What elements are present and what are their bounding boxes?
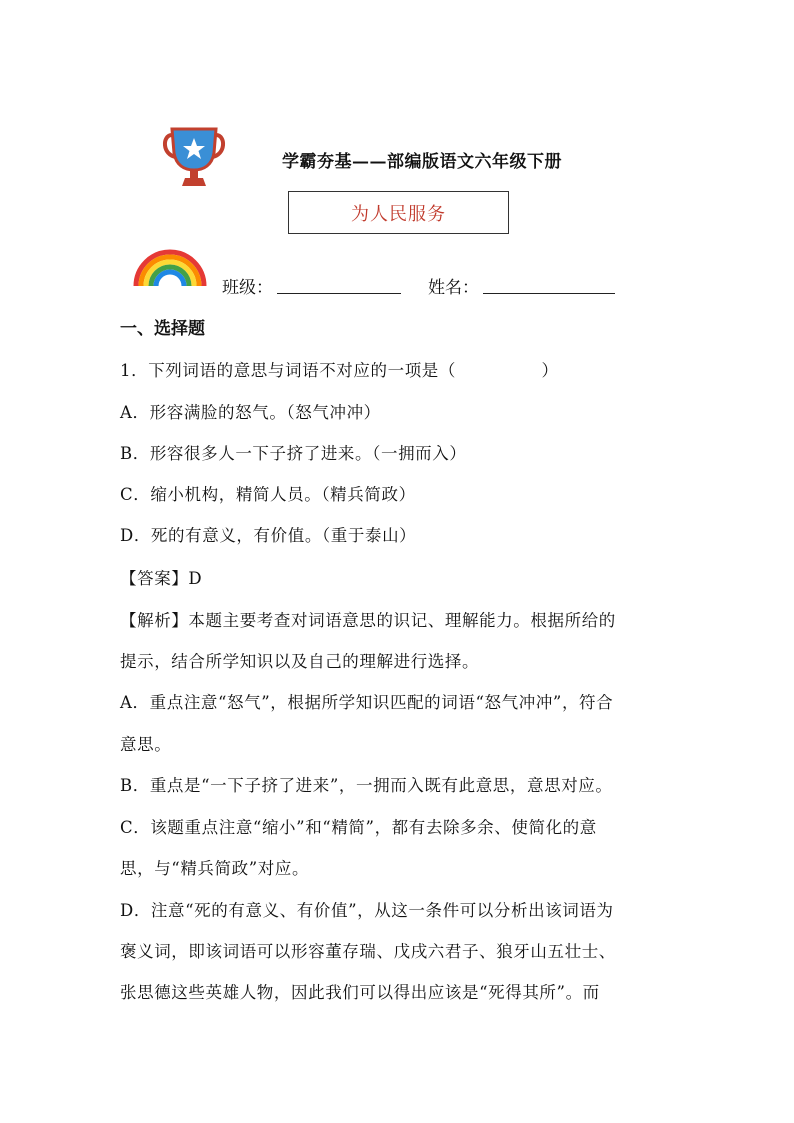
analysis-line: 思，与“精兵简政”对应。 [120,859,310,878]
option-d: D．死的有意义，有价值。（重于泰山） [120,526,417,545]
class-input[interactable] [277,271,401,294]
option-b: B．形容很多人一下子挤了进来。（一拥而入） [120,444,467,463]
document-title: 学霸夯基——部编版语文六年级下册 [282,152,562,172]
rainbow-icon [132,246,208,288]
analysis-line: 【解析】本题主要考查对词语意思的识记、理解能力。根据所给的 [120,611,616,630]
name-label: 姓名： [428,278,479,298]
answer-line: 【答案】D [120,569,203,588]
section-heading: 一、选择题 [120,319,205,339]
analysis-line: 张思德这些英雄人物，因此我们可以得出应该是“死得其所”。而 [120,983,600,1002]
analysis-line: 褒义词，即该词语可以形容董存瑞、戊戌六君子、狼牙山五壮士、 [120,942,616,961]
trophy-icon [160,127,228,189]
lesson-title: 为人民服务 [351,203,446,225]
option-a: A．形容满脸的怒气。（怒气冲冲） [120,403,381,422]
analysis-line: A．重点注意“怒气”，根据所学知识匹配的词语“怒气冲冲”，符合 [120,693,614,712]
analysis-line: 提示，结合所学知识以及自己的理解进行选择。 [120,652,480,671]
analysis-line: 意思。 [120,735,172,754]
class-label: 班级： [222,278,273,298]
name-input[interactable] [483,271,615,294]
option-c: C．缩小机构，精简人员。（精兵简政） [120,485,416,504]
analysis-line: B．重点是“一下子挤了进来”，一拥而入既有此意思，意思对应。 [120,776,613,795]
question-stem: 1．下列词语的意思与词语不对应的一项是（ ） [120,361,559,380]
lesson-title-box [288,191,509,234]
analysis-line: D．注意“死的有意义、有价值”，从这一条件可以分析出该词语为 [120,901,614,920]
analysis-line: C．该题重点注意“缩小”和“精简”，都有去除多余、使简化的意 [120,818,597,837]
